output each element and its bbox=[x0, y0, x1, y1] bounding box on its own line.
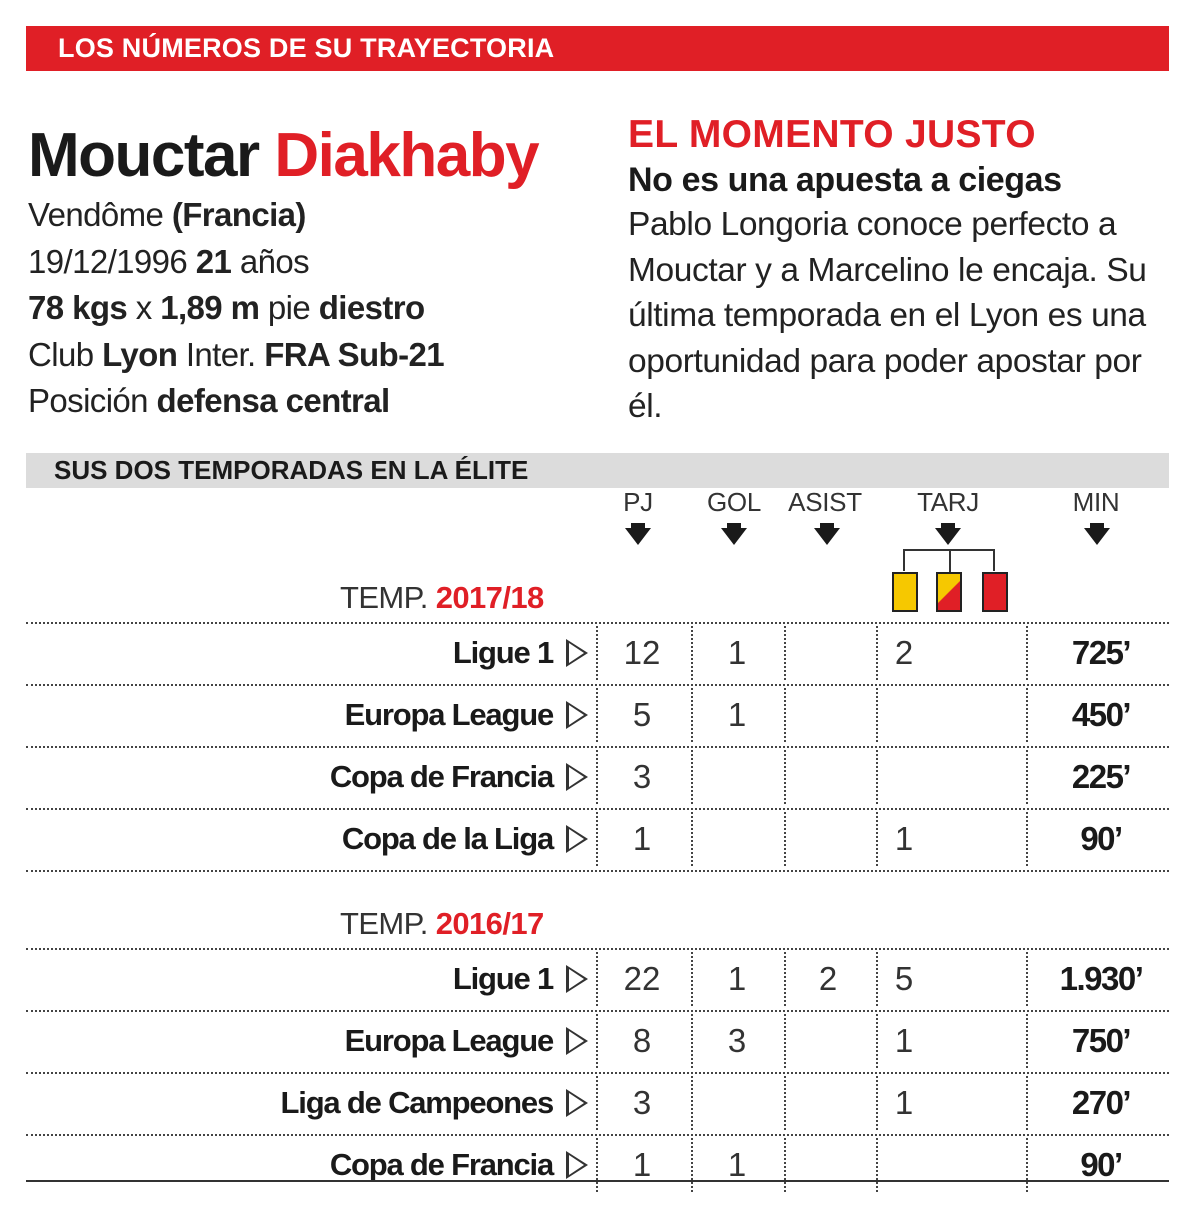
arrow-down-icon bbox=[1084, 528, 1110, 545]
cell-asist bbox=[788, 626, 868, 680]
column-divider bbox=[1026, 1138, 1028, 1192]
column-divider bbox=[784, 1014, 786, 1068]
cell-pj: 12 bbox=[623, 634, 661, 671]
weight: 78 kgs bbox=[28, 289, 128, 326]
cell-gol: 1 bbox=[727, 1146, 747, 1183]
competition-name: Europa League bbox=[344, 697, 553, 732]
column-divider bbox=[1026, 1076, 1028, 1130]
column-divider bbox=[596, 1138, 598, 1192]
column-header-pj: PJ bbox=[623, 487, 653, 517]
cell-pj: 1 bbox=[632, 1146, 652, 1183]
competition-name: Copa de Francia bbox=[329, 759, 553, 794]
player-first-name: Mouctar bbox=[28, 121, 259, 190]
table-row bbox=[26, 622, 1169, 684]
table-row bbox=[26, 948, 1169, 1010]
club-label: Club bbox=[28, 335, 94, 373]
column-divider bbox=[596, 812, 598, 866]
header-banner: LOS NÚMEROS DE SU TRAYECTORIA bbox=[26, 26, 1169, 71]
cell-tarj: 1 bbox=[894, 1022, 914, 1059]
table-row bbox=[26, 684, 1169, 746]
triangle-right-icon bbox=[566, 1027, 588, 1055]
column-divider bbox=[691, 1014, 693, 1068]
triangle-right-icon bbox=[566, 701, 588, 729]
column-divider bbox=[784, 1138, 786, 1192]
birthplace: Vendôme bbox=[28, 196, 164, 233]
cell-tarj bbox=[864, 688, 944, 742]
arrow-down-icon bbox=[625, 528, 651, 545]
cell-tarj: 1 bbox=[894, 1084, 914, 1121]
cell-min: 90’ bbox=[1080, 820, 1122, 857]
column-divider bbox=[596, 750, 598, 804]
column-divider bbox=[784, 688, 786, 742]
moment-column bbox=[628, 112, 1173, 430]
cell-min: 270’ bbox=[1071, 1084, 1131, 1121]
column-header-gol: GOL bbox=[706, 487, 761, 517]
age-unit: años bbox=[239, 242, 310, 280]
yellow-card-icon bbox=[892, 572, 918, 612]
age: 21 bbox=[195, 242, 232, 280]
cell-pj: 3 bbox=[632, 758, 652, 795]
competition-name: Europa League bbox=[344, 1023, 553, 1058]
row-divider bbox=[26, 746, 1169, 748]
cell-tarj: 5 bbox=[894, 960, 914, 997]
column-divider bbox=[691, 626, 693, 680]
row-divider bbox=[26, 1072, 1169, 1074]
triangle-right-icon bbox=[566, 1151, 588, 1179]
arrow-down-icon bbox=[721, 528, 747, 545]
column-header-min: MIN bbox=[1072, 487, 1120, 517]
double-yellow-card-icon bbox=[936, 572, 962, 612]
column-divider bbox=[596, 1014, 598, 1068]
column-divider bbox=[784, 750, 786, 804]
cell-tarj: 1 bbox=[894, 820, 914, 857]
cell-min: 1.930’ bbox=[1059, 960, 1143, 997]
competition-name: Liga de Campeones bbox=[280, 1085, 553, 1120]
cell-pj: 22 bbox=[623, 960, 661, 997]
cell-min: 225’ bbox=[1071, 758, 1131, 795]
club: Lyon bbox=[102, 335, 178, 373]
cards-bracket bbox=[903, 549, 995, 571]
red-card-icon bbox=[982, 572, 1008, 612]
season-prefix: TEMP. bbox=[340, 580, 428, 615]
column-divider bbox=[596, 688, 598, 742]
column-divider bbox=[784, 1076, 786, 1130]
row-divider bbox=[26, 684, 1169, 686]
triangle-right-icon bbox=[566, 1089, 588, 1117]
cell-gol bbox=[697, 1076, 777, 1130]
player-bio bbox=[28, 192, 444, 425]
country: (Francia) bbox=[171, 196, 306, 233]
cell-tarj: 2 bbox=[894, 634, 914, 671]
cell-asist bbox=[788, 750, 868, 804]
triangle-right-icon bbox=[566, 825, 588, 853]
competition-name: Ligue 1 bbox=[452, 635, 553, 670]
cell-pj: 8 bbox=[632, 1022, 652, 1059]
cell-gol bbox=[697, 812, 777, 866]
table-row bbox=[26, 1010, 1169, 1072]
cell-min: 450’ bbox=[1071, 696, 1131, 733]
column-divider bbox=[691, 1138, 693, 1192]
column-divider bbox=[691, 688, 693, 742]
cell-min: 90’ bbox=[1080, 1146, 1122, 1183]
arrow-down-icon bbox=[935, 528, 961, 545]
height: 1,89 m bbox=[160, 289, 260, 326]
birthdate: 19/12/1996 bbox=[28, 242, 188, 280]
table-row bbox=[26, 746, 1169, 808]
column-divider bbox=[1026, 1014, 1028, 1068]
column-divider bbox=[784, 952, 786, 1006]
times-sign: x bbox=[135, 289, 152, 326]
competition-name: Ligue 1 bbox=[452, 961, 553, 996]
cell-min: 750’ bbox=[1071, 1022, 1131, 1059]
column-divider bbox=[784, 812, 786, 866]
cell-asist bbox=[788, 1138, 868, 1192]
cell-tarj bbox=[864, 1138, 944, 1192]
row-divider bbox=[26, 808, 1169, 810]
season-prefix: TEMP. bbox=[340, 906, 428, 941]
cell-tarj bbox=[864, 750, 944, 804]
cell-asist: 2 bbox=[818, 960, 838, 997]
column-divider bbox=[1026, 952, 1028, 1006]
column-divider bbox=[1026, 688, 1028, 742]
arrow-down-icon bbox=[814, 528, 840, 545]
cell-min: 725’ bbox=[1071, 634, 1131, 671]
bio-line-physical bbox=[28, 285, 444, 332]
row-divider bbox=[26, 948, 1169, 950]
bio-line-position bbox=[28, 378, 444, 425]
cell-gol: 1 bbox=[727, 696, 747, 733]
cell-pj: 1 bbox=[632, 820, 652, 857]
cell-asist bbox=[788, 1014, 868, 1068]
cell-gol: 1 bbox=[727, 634, 747, 671]
cell-asist bbox=[788, 812, 868, 866]
column-header-tarj: TARJ bbox=[917, 487, 979, 517]
triangle-right-icon bbox=[566, 639, 588, 667]
season-label bbox=[340, 906, 544, 942]
player-name bbox=[28, 120, 538, 191]
bio-line-club bbox=[28, 332, 444, 379]
bio-line-birthplace bbox=[28, 192, 444, 239]
column-divider bbox=[691, 952, 693, 1006]
section-title: SUS DOS TEMPORADAS EN LA ÉLITE bbox=[26, 453, 1169, 488]
cell-asist bbox=[788, 688, 868, 742]
column-divider bbox=[596, 952, 598, 1006]
foot-label: pie bbox=[267, 289, 311, 326]
table-bottom-line bbox=[26, 1180, 1169, 1182]
row-divider bbox=[26, 622, 1169, 624]
international-team: FRA Sub-21 bbox=[264, 335, 444, 373]
column-header-asist: ASIST bbox=[788, 487, 862, 517]
table-row bbox=[26, 1134, 1169, 1196]
triangle-right-icon bbox=[566, 965, 588, 993]
cell-pj: 3 bbox=[632, 1084, 652, 1121]
column-divider bbox=[691, 1076, 693, 1130]
row-divider bbox=[26, 1010, 1169, 1012]
competition-name: Copa de Francia bbox=[329, 1147, 553, 1182]
column-divider bbox=[1026, 750, 1028, 804]
moment-title: EL MOMENTO JUSTO bbox=[628, 113, 1036, 156]
season-year: 2016/17 bbox=[435, 906, 544, 941]
row-divider bbox=[26, 870, 1169, 872]
row-divider bbox=[26, 1134, 1169, 1136]
cell-asist bbox=[788, 1076, 868, 1130]
foot: diestro bbox=[318, 289, 425, 326]
season-label bbox=[340, 580, 544, 616]
season-year: 2017/18 bbox=[435, 580, 544, 615]
inter-label: Inter. bbox=[185, 335, 256, 373]
table-row bbox=[26, 808, 1169, 870]
player-last-name: Diakhaby bbox=[274, 121, 539, 190]
competition-name: Copa de la Liga bbox=[341, 821, 553, 856]
moment-body: Pablo Longoria conoce perfecto a Mouctar y a Marcelino le encaja. Su última temporada en el Lyon es una oportunidad para poder apostar por él. bbox=[628, 206, 1147, 425]
column-divider bbox=[691, 750, 693, 804]
bio-line-birthdate bbox=[28, 239, 444, 286]
position: defensa central bbox=[156, 382, 390, 419]
column-divider bbox=[596, 626, 598, 680]
position-label: Posición bbox=[28, 382, 148, 419]
column-divider bbox=[784, 626, 786, 680]
cell-pj: 5 bbox=[632, 696, 652, 733]
table-row bbox=[26, 1072, 1169, 1134]
column-divider bbox=[691, 812, 693, 866]
column-divider bbox=[1026, 626, 1028, 680]
cell-gol bbox=[697, 750, 777, 804]
cell-gol: 3 bbox=[727, 1022, 747, 1059]
moment-subtitle: No es una apuesta a ciegas bbox=[628, 161, 1062, 199]
column-divider bbox=[596, 1076, 598, 1130]
column-divider bbox=[1026, 812, 1028, 866]
triangle-right-icon bbox=[566, 763, 588, 791]
cell-gol: 1 bbox=[727, 960, 747, 997]
